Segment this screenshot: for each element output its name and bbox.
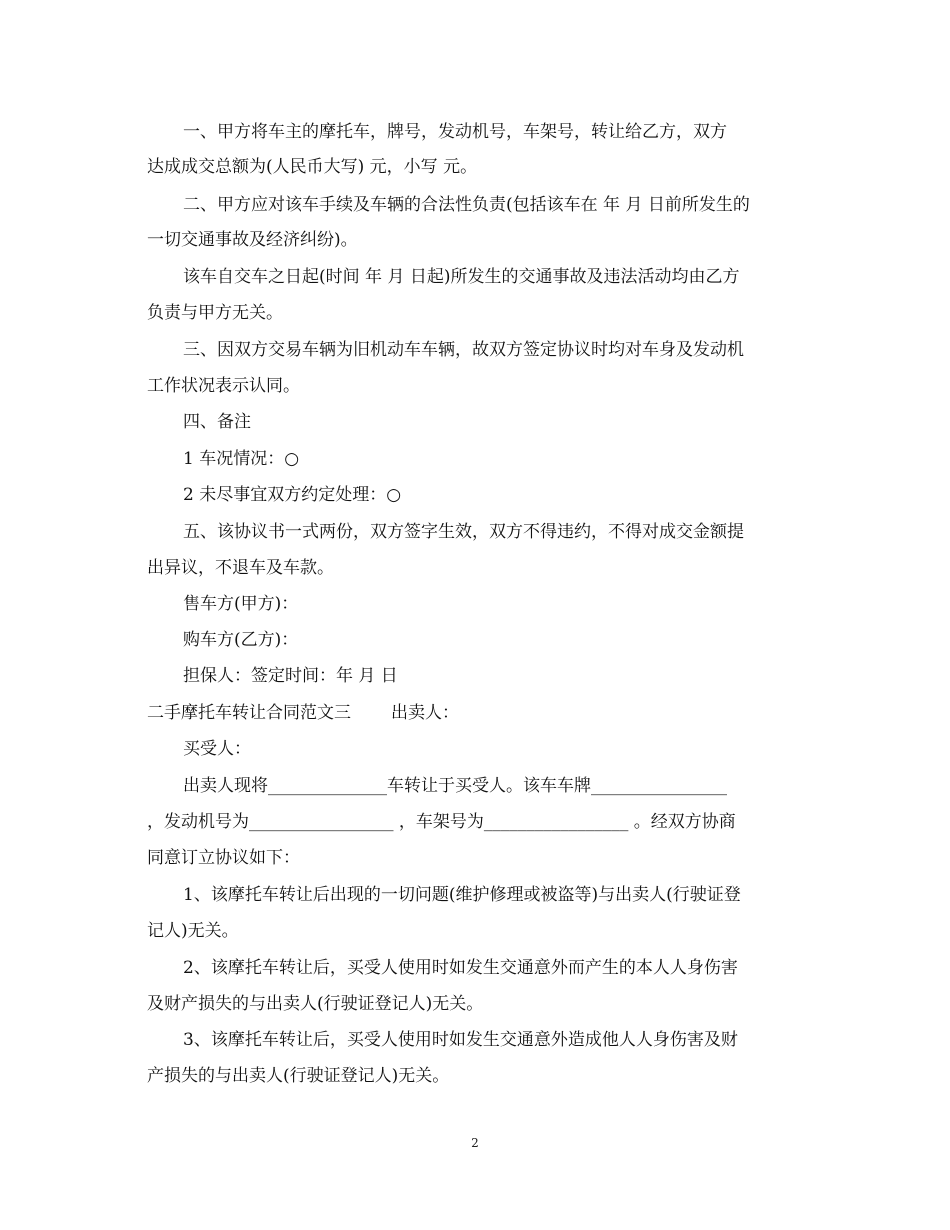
paragraph-line: 达成成交总额为(人民币大写) 元，小写 元。: [147, 157, 478, 177]
paragraph-line: 一切交通事故及经济纠纷)。: [147, 230, 358, 250]
paragraph-line: 该车自交车之日起(时间 年 月 日起)所发生的交通事故及违法活动均由乙方: [183, 267, 740, 287]
paragraph-line: 出异议，不退车及车款。: [147, 558, 334, 578]
section-title: 二手摩托车转让合同范文三: [147, 703, 351, 723]
paragraph-line: 五、该协议书一式两份，双方签字生效，双方不得违约，不得对成交金额提: [183, 522, 744, 542]
paragraph-line: 记人)无关。: [147, 921, 239, 941]
buyer-label: 买受人：: [183, 739, 251, 759]
page-number: 2: [471, 1136, 479, 1150]
signature-line-guarantor: 担保人：签定时间：年 月 日: [183, 666, 398, 686]
paragraph-line: 一、甲方将车主的摩托车，牌号，发动机号，车架号，转让给乙方，双方: [183, 122, 727, 142]
paragraph-line: 产损失的与出卖人(行驶证登记人)无关。: [147, 1066, 450, 1086]
paragraph-line: 及财产损失的与出卖人(行驶证登记人)无关。: [147, 994, 484, 1014]
paragraph-line: 3、该摩托车转让后，买受人使用时如发生交通意外造成他人人身伤害及财: [183, 1030, 738, 1050]
list-item: 2 未尽事宜双方约定处理：○: [183, 485, 402, 505]
paragraph-line: 负责与甲方无关。: [147, 303, 283, 323]
paragraph-line: 工作状况表示认同。: [147, 376, 300, 396]
paragraph-line: ，发动机号为_________________ ，车架号为_________________ 。经双方协商: [147, 812, 736, 832]
paragraph-line: 三、因双方交易车辆为旧机动车车辆，故双方签定协议时均对车身及发动机: [183, 340, 744, 360]
paragraph-line: 2、该摩托车转让后，买受人使用时如发生交通意外而产生的本人人身伤害: [183, 958, 738, 978]
seller-label: 出卖人：: [391, 703, 459, 723]
section-heading: 四、备注: [183, 412, 251, 432]
list-item: 1 车况情况：○: [183, 449, 300, 469]
signature-line-buyer: 购车方(乙方)：: [183, 630, 299, 650]
section-title-line: [147, 701, 459, 725]
paragraph-line: 1、该摩托车转让后出现的一切问题(维护修理或被盗等)与出卖人(行驶证登: [183, 885, 741, 905]
signature-line-seller: 售车方(甲方)：: [183, 594, 299, 614]
paragraph-line: 二、甲方应对该车手续及车辆的合法性负责(包括该车在 年 月 日前所发生的: [183, 195, 750, 215]
paragraph-line: 同意订立协议如下：: [147, 848, 300, 868]
paragraph-line: 出卖人现将______________车转让于买受人。该车车牌________________: [183, 776, 727, 796]
